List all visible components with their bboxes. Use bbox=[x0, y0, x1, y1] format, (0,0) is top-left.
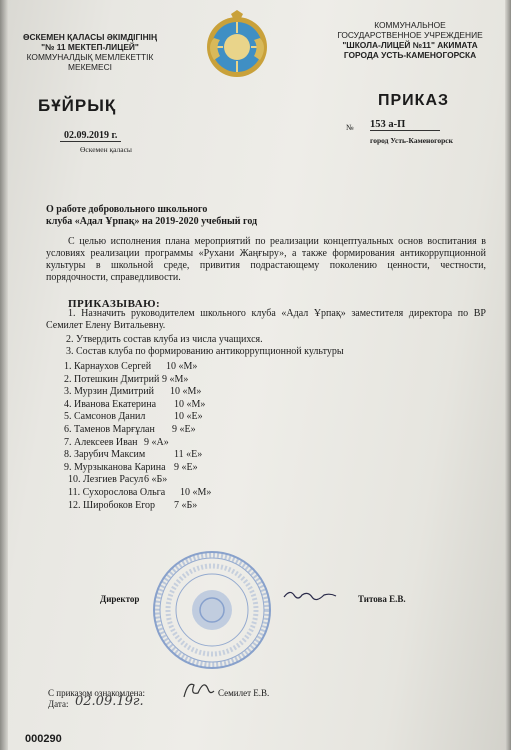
header-left-kz bbox=[10, 32, 170, 72]
member-class: 11 «Е» bbox=[174, 449, 203, 461]
header-right-line4: ГОРОДА УСТЬ-КАМЕНОГОРСКА bbox=[343, 50, 477, 60]
member-class: 10 «М» bbox=[170, 386, 202, 398]
header-right-line2: ГОСУДАРСТВЕННОЕ УЧРЕЖДЕНИЕ bbox=[337, 30, 483, 40]
order-date: 02.09.2019 г. bbox=[60, 130, 121, 142]
title-kz: БҰЙРЫҚ bbox=[38, 96, 117, 115]
header-left-line3: КОММУНАЛДЫҚ МЕМЛЕКЕТТІК bbox=[26, 52, 154, 62]
header-right-line1: КОММУНАЛЬНОЕ bbox=[374, 20, 446, 30]
director-name: Титова Е.В. bbox=[358, 594, 406, 604]
member-name: 11. Сухорослова Ольга bbox=[68, 487, 166, 498]
member-name: 6. Таменов Марғұлан bbox=[64, 424, 155, 435]
director-label: Директор bbox=[100, 594, 140, 604]
serial-number: 000290 bbox=[25, 733, 62, 745]
order-number: 153 а-П bbox=[370, 119, 440, 131]
header-left-line1: ӨСКЕМЕН ҚАЛАСЫ ӘКІМДІГІНІҢ bbox=[22, 32, 158, 42]
member-class: 10 «М» bbox=[174, 398, 206, 410]
acknowledge-signature-icon bbox=[178, 675, 218, 705]
city-ru: город Усть-Каменогорск bbox=[370, 136, 453, 145]
member-class: 6 «Б» bbox=[144, 474, 168, 486]
member-name: 4. Иванова Екатерина bbox=[64, 398, 157, 410]
header-left-line2: "№ 11 МЕКТЕП-ЛИЦЕЙ" bbox=[41, 42, 139, 52]
number-label: № bbox=[346, 123, 354, 132]
order-preamble: С целью исполнения плана мероприятий по реализации концептуальных основ воспитания в условиях реализации программы «Рухани Жаңғыру», а также формирования антикоррупционной культуры в школьной среде, привития подрастающему поколению ценности, честности, порядочности, справедливости. bbox=[46, 236, 486, 283]
member-name: 2. Потешкин Дмитрий bbox=[64, 373, 160, 385]
order-subject bbox=[46, 204, 306, 228]
member-name: 12. Широбоков Егор bbox=[68, 499, 156, 511]
member-class: 10 «М» bbox=[166, 361, 198, 372]
member-name: 10. Лезгиев Расул bbox=[68, 474, 144, 486]
member-class: 7 «Б» bbox=[174, 499, 198, 511]
member-name: 9. Мурзыканова Карина bbox=[64, 461, 166, 473]
acknowledge-text: С приказом ознакомлена: bbox=[48, 688, 145, 698]
order-item-3: 3. Состав клуба по формированию антикоррупционной культуры bbox=[66, 346, 344, 357]
header-left-line4: МЕКЕМЕСІ bbox=[68, 62, 112, 72]
title-ru: ПРИКАЗ bbox=[378, 92, 450, 109]
acknowledge-name: Семилет Е.В. bbox=[218, 688, 270, 698]
kazakhstan-emblem-icon bbox=[202, 10, 272, 80]
director-signature-icon bbox=[280, 583, 340, 605]
order-item-1: 1. Назначить руководителем школьного клуба «Адал Ұрпақ» заместителя директора по ВР Семилет Елену Витальевну. bbox=[46, 308, 486, 331]
member-name: 7. Алексеев Иван bbox=[64, 436, 138, 448]
member-class: 10 «М» bbox=[180, 487, 212, 498]
subject-line2: клуба «Адал Ұрпақ» на 2019-2020 учебный год bbox=[46, 216, 258, 227]
city-kz: Өскемен қаласы bbox=[80, 145, 132, 154]
order-heading: ПРИКАЗЫВАЮ: bbox=[68, 298, 161, 310]
member-name: 5. Самсонов Данил bbox=[64, 411, 146, 423]
header-right-ru bbox=[310, 20, 510, 60]
acknowledge-date-label: Дата: bbox=[48, 699, 69, 709]
acknowledge-date: 02.09.19г. bbox=[75, 694, 144, 709]
order-item-2: 2. Утвердить состав клуба из числа учащихся. bbox=[66, 334, 263, 345]
member-class: 9 «М» bbox=[162, 373, 189, 385]
member-name: 8. Зарубич Максим bbox=[64, 449, 146, 461]
member-name: 1. Карнаухов Сергей bbox=[64, 361, 152, 372]
member-class: 10 «Е» bbox=[174, 411, 203, 423]
header-right-line3: "ШКОЛА-ЛИЦЕЙ №11" АКИМАТА bbox=[342, 40, 478, 50]
member-class: 9 «Е» bbox=[172, 424, 196, 435]
member-class: 9 «А» bbox=[144, 436, 169, 448]
subject-line1: О работе добровольного школьного bbox=[46, 204, 208, 215]
member-name: 3. Мурзин Димитрий bbox=[64, 386, 154, 398]
round-seal-stamp-icon bbox=[150, 548, 275, 673]
page-shadow-left bbox=[0, 0, 8, 750]
member-class: 9 «Е» bbox=[174, 461, 198, 473]
page-shadow-right bbox=[505, 0, 511, 750]
